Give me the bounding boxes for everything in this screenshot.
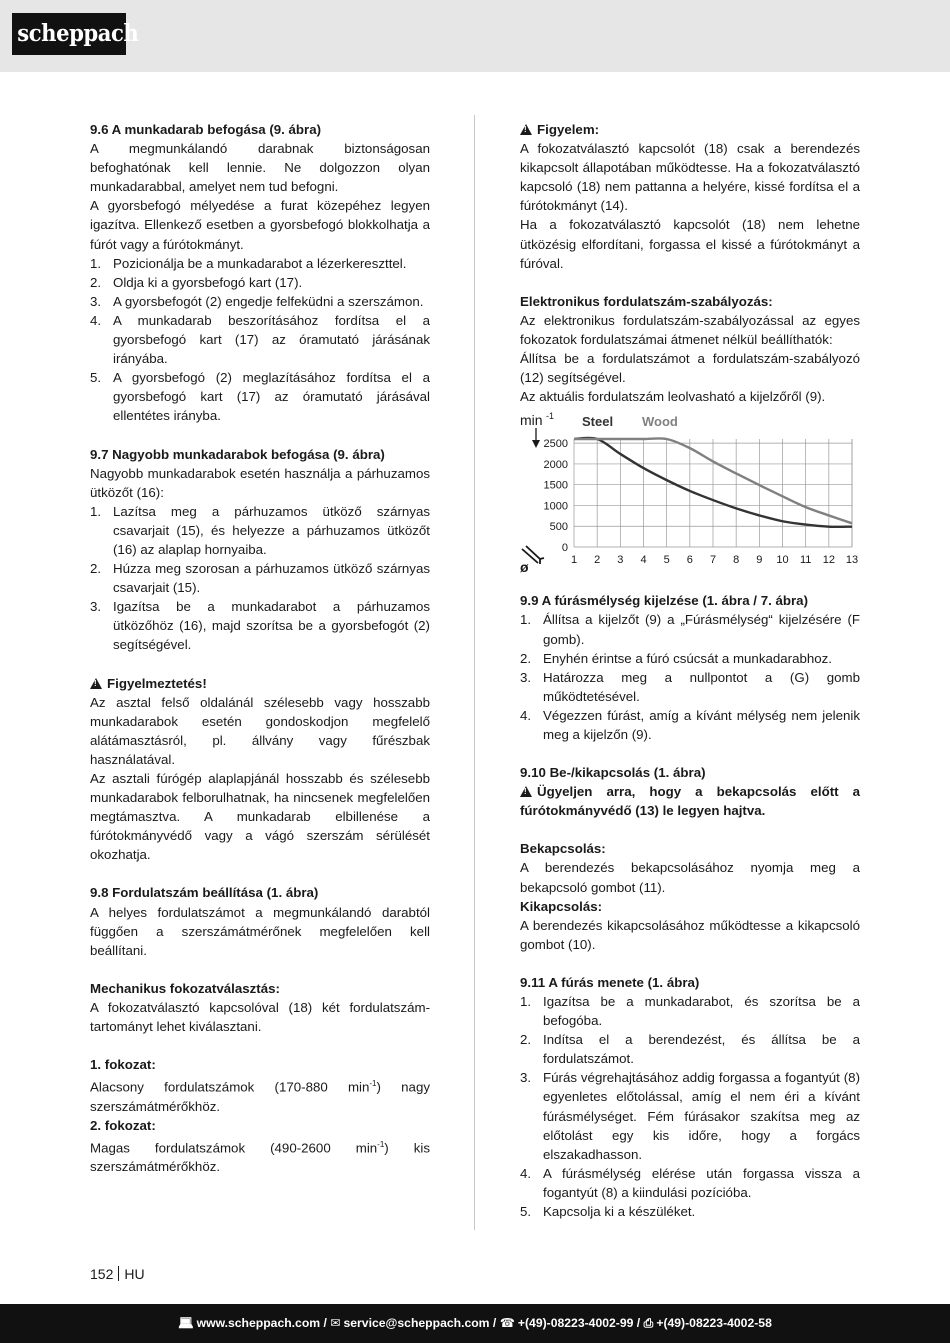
warning-icon [520,786,532,797]
y-axis-arrowhead [532,440,540,448]
steps-list-9-7 [90,502,430,655]
warning-icon [90,678,102,689]
attention-title: !Figyelem: [520,120,860,139]
section-title-9-11: 9.11 A fúrás menete (1. ábra) [520,974,700,990]
list-item: 3. Fúrás végrehajtásához addig forgassa a fogantyút (8) egyenletes előtolással, amíg el nem éri a kívánt fúrásmélységet. Fém fúrásakor szakítsa meg az előtolást egy kis időre, hogy a forgács elszakadhasson. [520,1070,860,1162]
x-tick-label: 2 [594,554,601,567]
switch-off-title: Kikapcsolás: [520,898,603,914]
list-item: 1. Pozicionálja be a munkadarabot a lézerkereszttel. [90,255,407,271]
y-tick-label: 2500 [543,438,568,451]
x-tick-label: 8 [733,554,740,567]
mail-icon: ✉ [330,1316,341,1330]
subsection-title-mechanical: Mechanikus fokozatválasztás: [90,980,280,996]
x-tick-label: 7 [709,554,717,567]
paragraph: A gyorsbefogó mélyedése a furat közepéhez legyen igazítva. Ellenkező esetben a gyorsbefogó blokkolhatja a fúrót vagy a fúrótokmányt. [90,198,430,252]
right-column [520,120,860,1221]
section-title-9-8: 9.8 Fordulatszám beállítása (1. ábra) [90,885,319,901]
warning-icon [520,124,532,135]
section-title-9-7: 9.7 Nagyobb munkadarabok befogása (9. ábra) [90,446,385,462]
footer-bar [0,1304,950,1343]
section-title-9-9: 9.9 A fúrásmélység kijelzése (1. ábra / 7. ábra) [520,593,808,609]
list-item: 2. Húzza meg szorosan a párhuzamos ütköző szárnyas csavarjait (15). [90,561,430,596]
x-tick-label: 12 [822,554,835,567]
paragraph: Nagyobb munkadarabok esetén használja a párhuzamos ütközőt (16): [90,465,430,500]
gear-2-title: 2. fokozat: [90,1117,156,1133]
column-divider [474,115,475,1230]
list-item: 3. Határozza meg a nullpontot a (G) gomb működtetésével. [520,669,860,704]
x-tick-label: 13 [845,554,859,567]
switch-on-title: Bekapcsolás: [520,841,606,857]
list-item: 5. A gyorsbefogó (2) meglazításához fordítsa el a gyorsbefogó kart (17) az óramutató járásával ellentétes irányba. [90,370,430,424]
brand-logo: scheppach [12,13,126,55]
paragraph: Az asztal felső oldalánál szélesebb vagy hosszabb munkadarabok esetén gondoskodjon megfelelő alátámasztásról, pl. állvány vagy fűrészbak használatával. [90,694,430,767]
gear-1-title: 1. fokozat: [90,1057,156,1073]
list-item: 4. Végezzen fúrást, amíg a kívánt mélység nem jelenik meg a kijelzőn (9). [520,707,860,742]
list-item: 1. Állítsa a kijelzőt (9) a „Fúrásmélység“ kijelzésére (F gomb). [520,612,860,647]
gear-2-text: Magas fordulatszámok (490-2600 $\min^{-1}$) kis szerszámátmérőkhöz. [90,1139,430,1175]
list-item: 5. Kapcsolja ki a készüléket. [520,1204,696,1220]
x-tick-label: 9 [756,554,763,567]
y-axis-label: min [520,412,543,429]
paragraph: Ha a fokozatválasztó kapcsolót (18) nem lehetne ütközésig elfordítani, forgassa el kissé a fúrótokmányt a fúróval. [520,217,860,271]
subsection-title-electronic: Elektronikus fordulatszám-szabályozás: [520,293,773,309]
footer-fax: ⎙ +(49)-08223-4002-58 [644,1316,772,1330]
x-tick-label: 5 [663,554,670,567]
paragraph: Állítsa be a fordulatszámot a fordulatszám-szabályozó (12) segítségével. [520,351,860,386]
paragraph: Az aktuális fordulatszám leolvasható a kijelzőről (9). [520,389,826,405]
x-axis-label: ø [520,559,529,576]
steps-list-9-9 [520,610,860,744]
y-tick-label: 0 [561,542,568,555]
paragraph: A berendezés kikapcsolásához működtesse a kikapcsoló gombot (10). [520,917,860,952]
fax-icon: ⎙ [643,1316,654,1330]
steps-list-9-6 [90,254,430,426]
x-tick-label: 6 [686,554,693,567]
speed-chart [518,412,863,577]
speed-chart-svg [518,412,863,577]
left-column [90,120,430,1177]
x-tick-label: 4 [640,554,647,567]
x-tick-label: 3 [617,554,624,567]
footer-web[interactable]: 💻︎ www.scheppach.com / [178,1316,327,1330]
section-title-9-10: 9.10 Be-/kikapcsolás (1. ábra) [520,765,706,781]
list-item: 1. Igazítsa be a munkadarabot, és szorítsa be a befogóba. [520,994,860,1029]
list-item: 4. A munkadarab beszorításához fordítsa el a gyorsbefogó kart (17) az óramutató járásának irányába. [90,312,430,367]
y-tick-label: 1000 [543,500,568,513]
paragraph: A helyes fordulatszámot a megmunkálandó darabtól függően a szerszámátmérőnek megfelelően kell beállítani. [90,904,430,958]
legend-label-wood: Wood [642,414,678,430]
footer-email[interactable]: ✉ service@scheppach.com / [330,1316,496,1330]
list-item: 1. Lazítsa meg a párhuzamos ütköző szárnyas csavarjait (15), és helyezze a párhuzamos ütközőt (16) az alaplap hornyaiba. [90,503,430,557]
footer-phone[interactable]: ☎ +(49)-08223-4002-99 / [500,1316,641,1330]
switch-warning: !Ügyeljen arra, hogy a bekapcsolás előtt a fúrótokmányvédő (13) le legyen hajtva. [520,782,860,820]
paragraph: A megmunkálandó darabnak biztonságosan befoghatónak kell lennie. Ne dolgozzon olyan munkadarabbal, amelyet nem tud befogni. [90,141,430,195]
list-item: 2. Indítsa el a berendezést, és állítsa be a fordulatszámot. [520,1032,860,1067]
y-tick-label: 500 [549,521,568,534]
gear-1-text: Alacsony fordulatszámok (170-880 $\min^{-1}$) nagy szerszámátmérőkhöz. [90,1079,430,1114]
phone-icon: ☎ [499,1316,515,1330]
page-number: 152 HU [90,1266,145,1282]
paragraph: Az elektronikus fordulatszám-szabályozással az egyes fokozatok fordulatszámai átmenet nélkül beállíthatók: [520,312,860,347]
list-item: 3. Igazítsa be a munkadarabot a párhuzamos ütközőhöz (16), majd szorítsa be a gyorsbefogót (2) segítségével. [90,599,430,653]
list-item: 2. Enyhén érintse a fúró csúcsát a munkadarabhoz. [520,650,833,666]
paragraph: A berendezés bekapcsolásához nyomja meg a bekapcsoló gombot (11). [520,860,860,895]
warning-title: !Figyelmeztetés! [90,674,430,693]
y-axis-label-superscript: -1 [546,412,555,422]
x-tick-label: 1 [570,554,578,567]
section-title-9-6: 9.6 A munkadarab befogása (9. ábra) [90,122,322,137]
header-bar [0,0,950,72]
list-item: 3. A gyorsbefogót (2) engedje felfeküdni a szerszámon. [90,293,424,309]
list-item: 4. A fúrásmélység elérése után forgassa vissza a fogantyút (8) a kiindulási pozícióba. [520,1165,860,1200]
y-tick-label: 1500 [543,480,568,493]
steps-list-9-11 [520,992,860,1221]
legend-label-steel: Steel [582,414,614,430]
x-tick-label: 10 [776,554,789,567]
y-tick-label: 2000 [543,459,568,472]
computer-icon: 💻︎ [178,1316,194,1330]
paragraph: A fokozatválasztó kapcsolót (18) csak a berendezés kikapcsolt állapotában működtesse. Ha a fokozatválasztó kapcsoló (18) nem pattanna a helyére, kissé fordítsa el a fúrótokmányt (14). [520,141,860,214]
x-tick-label: 11 [799,554,812,567]
paragraph: Az asztali fúrógép alaplapjánál hosszabb és szélesebb munkadarabok felborulhatnak, ha nincsenek megfelelően megtámasztva. A munkadarab elbillenése a fúrótokmányvédő vagy a vágó szerszám sérülését okozhatja. [90,771,430,863]
list-item: 2. Oldja ki a gyorsbefogó kart (17). [90,274,303,290]
paragraph: A fokozatválasztó kapcsolóval (18) két fordulatszám-tartományt lehet kiválasztani. [90,999,430,1035]
